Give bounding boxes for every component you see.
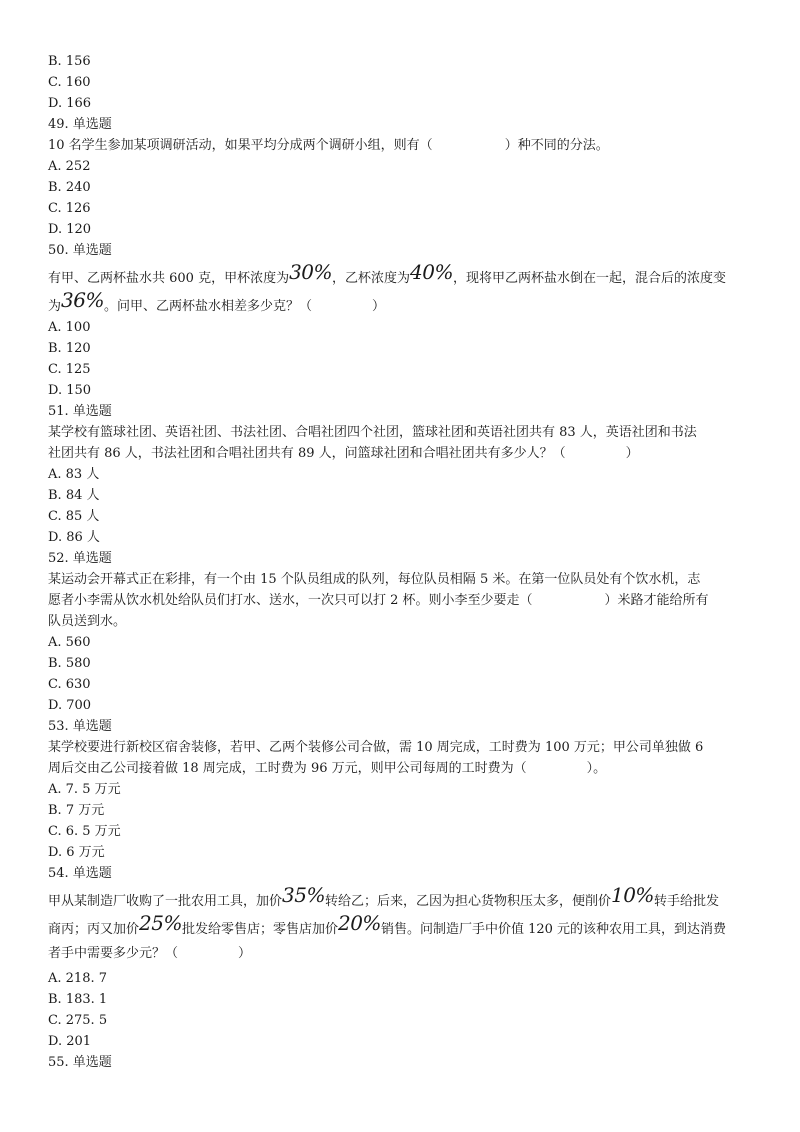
stem-text: ）。 [586,761,607,776]
stem-text: 队员送到水。 [48,614,127,629]
question-stem-line [48,422,754,443]
option-line: A. 7. 5 万元 [48,782,121,797]
stem-text: ） [371,299,385,314]
option-line: B. 580 [48,656,91,671]
option-line: B. 120 [48,341,91,356]
stem-text: 某学校要进行新校区宿舍装修，若甲、乙两个装修公司合做，需 10 周完成，工时费为 100 万元；甲公司单独做 6 [48,740,704,755]
option-line: D. 166 [48,96,92,111]
question-stem-line [48,912,754,940]
stem-text: 商丙；丙又加价 [48,922,140,937]
question-stem-line [48,135,754,156]
option-line: D. 86 人 [48,530,100,545]
question-stem-line [48,261,754,289]
stem-text: 愿者小李需从饮水机处给队员们打水、送水，一次只可以打 2 杯。则小李至少要走（ [48,593,533,608]
stem-text: 为 [48,299,62,314]
question-stem-line [48,940,754,968]
option-line: B. 240 [48,180,91,195]
option-line: D. 201 [48,1034,92,1049]
option-line: D. 150 [48,383,92,398]
question-list [48,51,754,1073]
question-stem-line [48,737,754,758]
stem-text: 周后交由乙公司接着做 18 周完成，工时费为 96 万元，则甲公司每周的工时费为（ [48,761,527,776]
question-stem [48,261,754,317]
option-line: B. 84 人 [48,488,100,503]
percent-value: 20% [337,911,381,935]
option-line: A. 218. 7 [48,971,108,986]
question-header: 54. 单选题 [48,866,112,881]
option-line: B. 156 [48,54,91,69]
option-line: C. 275. 5 [48,1013,108,1028]
question-header: 52. 单选题 [48,551,112,566]
question-header: 49. 单选题 [48,117,112,132]
option-line: C. 6. 5 万元 [48,824,121,839]
stem-text: ） [625,446,639,461]
stem-text: 甲从某制造厂收购了一批农用工具，加价 [48,894,283,909]
option-line: D. 6 万元 [48,845,105,860]
stem-text: 转手给批发 [653,894,719,909]
question-header: 53. 单选题 [48,719,112,734]
stem-text: ，现将甲乙两杯盐水倒在一起，混合后的浓度变 [453,271,727,286]
option-line: B. 183. 1 [48,992,108,1007]
option-line: D. 120 [48,222,92,237]
option-line: B. 7 万元 [48,803,105,818]
percent-value: 10% [610,883,654,907]
stem-text: 。问甲、乙两杯盐水相差多少克？（ [103,299,312,314]
question-stem [48,135,754,156]
question-stem-line [48,569,754,590]
question-header: 55. 单选题 [48,1055,112,1070]
percent-value: 35% [282,883,325,907]
percent-value: 25% [139,911,182,935]
option-line: C. 160 [48,75,91,90]
question-header: 50. 单选题 [48,243,112,258]
question-stem-line [48,289,754,317]
stem-text: ）种不同的分法。 [504,138,609,153]
option-line: C. 85 人 [48,509,100,524]
stem-text: ） [238,946,252,961]
stem-text: 转给乙；后来，乙因为担心货物积压太多，便削价 [324,894,611,909]
option-line: A. 560 [48,635,91,650]
stem-text: 批发给零售店；零售店加价 [181,922,338,937]
question-stem-line [48,884,754,912]
percent-value: 40% [410,260,453,284]
stem-text: ，乙杯浓度为 [332,271,411,286]
stem-text: 有甲、乙两杯盐水共 600 克，甲杯浓度为 [48,271,290,286]
stem-text: 10 名学生参加某项调研活动，如果平均分成两个调研小组，则有（ [48,138,433,153]
stem-text: 者手中需要多少元？（ [48,946,179,961]
stem-text: ）米路才能给所有 [604,593,709,608]
option-line: C. 630 [48,677,91,692]
question-stem [48,422,754,464]
question-stem [48,737,754,779]
question-stem-line [48,758,754,779]
stem-text: 某运动会开幕式正在彩排，有一个由 15 个队员组成的队列，每位队员相隔 5 米。在第一位队员处有个饮水机，志 [48,572,701,587]
question-stem-line [48,611,754,632]
stem-text: 销售。问制造厂手中价值 120 元的该种农用工具，到达消费 [380,922,727,937]
stem-text: 社团共有 86 人，书法社团和合唱社团共有 89 人，问篮球社团和合唱社团共有多少人？（ [48,446,566,461]
option-line: D. 700 [48,698,92,713]
stem-text: 某学校有篮球社团、英语社团、书法社团、合唱社团四个社团，篮球社团和英语社团共有 83 人，英语社团和书法 [48,425,697,440]
question-stem-line [48,443,754,464]
percent-value: 30% [289,260,333,284]
question-stem [48,884,754,968]
percent-value: 36% [61,288,104,312]
option-line: A. 83 人 [48,467,100,482]
question-stem-line [48,590,754,611]
option-line: C. 125 [48,362,91,377]
option-line: A. 100 [48,320,91,335]
option-line: A. 252 [48,159,91,174]
question-header: 51. 单选题 [48,404,112,419]
option-line: C. 126 [48,201,91,216]
question-stem [48,569,754,632]
